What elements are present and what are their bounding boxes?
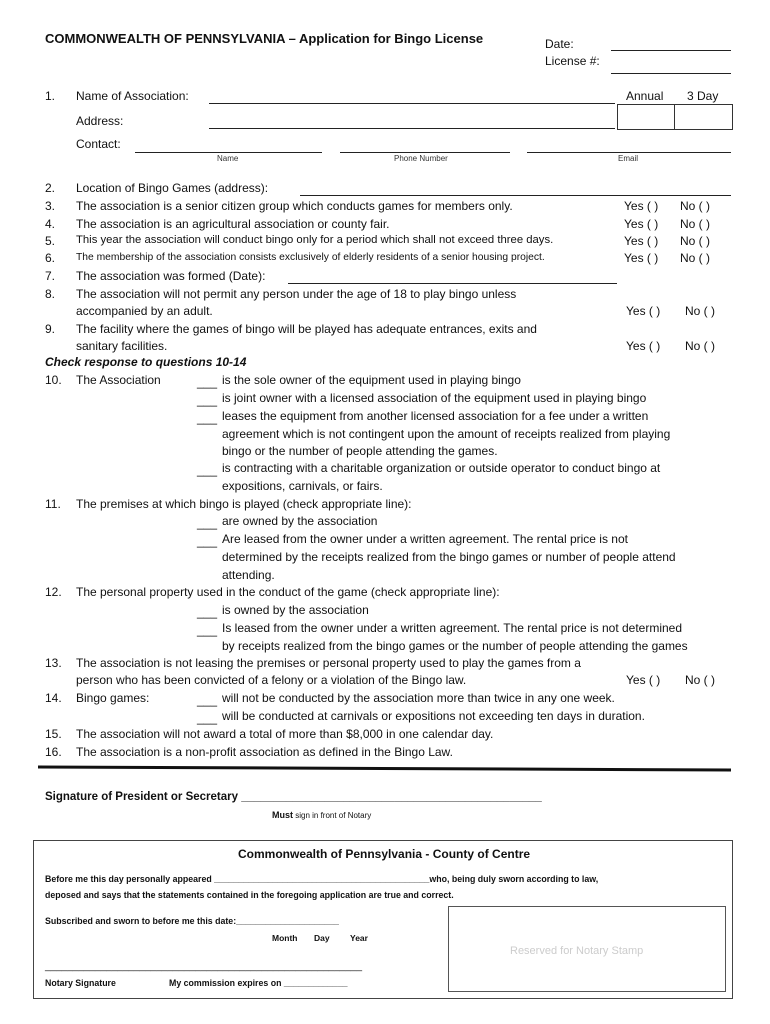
license-annual-label: Annual [626,89,664,103]
q3-number: 3. [45,199,56,213]
q7-number: 7. [45,269,56,283]
date-field[interactable] [611,50,731,51]
q8-line2: accompanied by an adult. [76,304,213,318]
notary-signature-line[interactable]: _________________________________________________________ [45,961,363,972]
notary-line2: deposed and says that the statements contained in the foregoing application are true and correct. [45,890,454,900]
q4-text: The association is an agricultural association or county fair. [76,217,390,231]
q2-text: Location of Bingo Games (address): [76,181,269,195]
q13-number: 13. [45,656,62,670]
q10-opt3-line2: agreement which is not contingent upon the amount of receipts realized from playing [222,427,671,441]
q11-number: 11. [45,497,61,511]
date-label: Date: [545,37,574,51]
q10-opt3-line1: leases the equipment from another licensed association for a fee under a written [222,409,649,423]
q5-yes[interactable]: Yes ( ) [624,234,659,248]
q12-opt2-blank[interactable]: ___ [197,623,218,637]
q8-yes[interactable]: Yes ( ) [626,304,661,318]
q13-line2: person who has been convicted of a felony or a violation of the Bingo law. [76,673,467,687]
q11-opt2-line3: attending. [222,568,275,582]
q4-no[interactable]: No ( ) [680,217,710,231]
bingo-location-field[interactable] [300,195,731,196]
q13-yes[interactable]: Yes ( ) [626,673,661,687]
q12-opt2-line1: Is leased from the owner under a written agreement. The rental price is not determined [222,621,683,635]
q11-opt1-blank[interactable]: ___ [197,516,218,530]
q5-no[interactable]: No ( ) [680,234,710,248]
q10-number: 10. [45,373,62,387]
notary-signature-label: Notary Signature [45,978,116,988]
month-caption: Month [272,933,298,943]
q5-text: This year the association will conduct bingo only for a period which shall not exceed three days. [76,234,554,246]
q10-opt3-line3: bingo or the number of people attending the games. [222,444,498,458]
q6-text: The membership of the association consists exclusively of elderly residents of a senior housing project. [76,252,545,263]
q4-yes[interactable]: Yes ( ) [624,217,659,231]
q11-opt2-line2: determined by the receipts realized from the bingo games or number of people attend [222,550,676,564]
formation-date-field[interactable] [288,283,617,284]
q9-line2: sanitary facilities. [76,339,168,353]
q11-opt2-line1: Are leased from the owner under a written agreement. The rental price is not [222,532,628,546]
q10-opt4-line2: expositions, carnivals, or fairs. [222,479,383,493]
q3-text: The association is a senior citizen group which conducts games for members only. [76,199,513,213]
section-divider [38,765,731,771]
q14-label: Bingo games: [76,691,150,705]
three-day-checkbox[interactable] [674,104,733,130]
q9-yes[interactable]: Yes ( ) [626,339,661,353]
q12-opt2-line2: by receipts realized from the bingo games or the number of people attending the games [222,639,688,653]
q7-text: The association was formed (Date): [76,269,266,283]
contact-email-caption: Email [618,154,639,163]
q4-number: 4. [45,217,56,231]
signature-line[interactable]: Signature of President or Secretary _______________________________________________ [45,791,542,803]
q5-number: 5. [45,234,56,248]
contact-phone-caption: Phone Number [394,154,448,163]
address-field[interactable] [209,128,615,129]
stamp-placeholder: Reserved for Notary Stamp [510,945,644,957]
q14-opt1-blank[interactable]: ___ [197,693,218,707]
q3-yes[interactable]: Yes ( ) [624,199,659,213]
q12-number: 12. [45,585,62,599]
q9-number: 9. [45,322,56,336]
q11-opt2-blank[interactable]: ___ [197,534,218,548]
q6-no[interactable]: No ( ) [680,251,710,265]
commission-expires[interactable]: My commission expires on _____________ [169,978,348,988]
license-field[interactable] [611,73,731,74]
license-label: License #: [545,54,600,68]
q16-text: The association is a non-profit association as defined in the Bingo Law. [76,745,453,759]
q3-no[interactable]: No ( ) [680,199,710,213]
q14-number: 14. [45,691,62,705]
signature-note-must: Must [272,810,293,820]
association-name-field[interactable] [209,103,615,104]
q10-label: The Association [76,373,161,387]
q10-opt4-blank[interactable]: ___ [197,463,218,477]
year-caption: Year [350,933,368,943]
page-title: COMMONWEALTH OF PENNSYLVANIA – Application for Bingo License [45,31,484,46]
q10-opt2-blank[interactable]: ___ [197,393,218,407]
q11-label: The premises at which bingo is played (check appropriate line): [76,497,412,511]
q1-label: Name of Association: [76,89,189,103]
q15-text: The association will not award a total of more than $8,000 in one calendar day. [76,727,494,741]
license-3day-label: 3 Day [687,89,719,103]
q12-label: The personal property used in the conduct of the game (check appropriate line): [76,585,500,599]
q2-number: 2. [45,181,56,195]
q1-number: 1. [45,89,56,103]
q14-opt2: will be conducted at carnivals or expositions not exceeding ten days in duration. [222,709,645,723]
address-label: Address: [76,114,124,128]
q16-number: 16. [45,745,62,759]
q13-no[interactable]: No ( ) [685,673,715,687]
signature-note-rest: sign in front of Notary [293,811,372,820]
sworn-date-line[interactable]: Subscribed and sworn to before me this date:_____________________ [45,916,339,926]
q13-line1: The association is not leasing the premises or personal property used to play the games from a [76,656,581,670]
contact-name-caption: Name [217,154,239,163]
check-heading: Check response to questions 10-14 [45,355,247,369]
contact-name-field[interactable] [135,152,322,153]
q10-opt2: is joint owner with a licensed association of the equipment used in playing bingo [222,391,647,405]
notary-line1[interactable]: Before me this day personally appeared ____________________________________________who, being duly sworn according to law, [45,874,599,884]
annual-checkbox[interactable] [617,104,675,130]
q11-opt1: are owned by the association [222,514,378,528]
q10-opt3-blank[interactable]: ___ [197,411,218,425]
contact-phone-field[interactable] [340,152,510,153]
q9-line1: The facility where the games of bingo will be played has adequate entrances, exits and [76,322,537,336]
q10-opt4-line1: is contracting with a charitable organization or outside operator to conduct bingo at [222,461,661,475]
q6-number: 6. [45,251,56,265]
notary-title: Commonwealth of Pennsylvania - County of Centre [238,847,531,861]
q6-yes[interactable]: Yes ( ) [624,251,659,265]
q12-opt1: is owned by the association [222,603,369,617]
q12-opt1-blank[interactable]: ___ [197,605,218,619]
q8-number: 8. [45,287,56,301]
q10-opt1-blank[interactable]: ___ [197,375,218,389]
day-caption: Day [314,933,330,943]
signature-note [272,810,371,820]
q8-line1: The association will not permit any person under the age of 18 to play bingo unless [76,287,517,301]
q15-number: 15. [45,727,62,741]
q10-opt1: is the sole owner of the equipment used in playing bingo [222,373,521,387]
q14-opt2-blank[interactable]: ___ [197,711,218,725]
q9-no[interactable]: No ( ) [685,339,715,353]
q8-no[interactable]: No ( ) [685,304,715,318]
q14-opt1: will not be conducted by the association more than twice in any one week. [222,691,615,705]
contact-email-field[interactable] [527,152,731,153]
contact-label: Contact: [76,137,121,151]
